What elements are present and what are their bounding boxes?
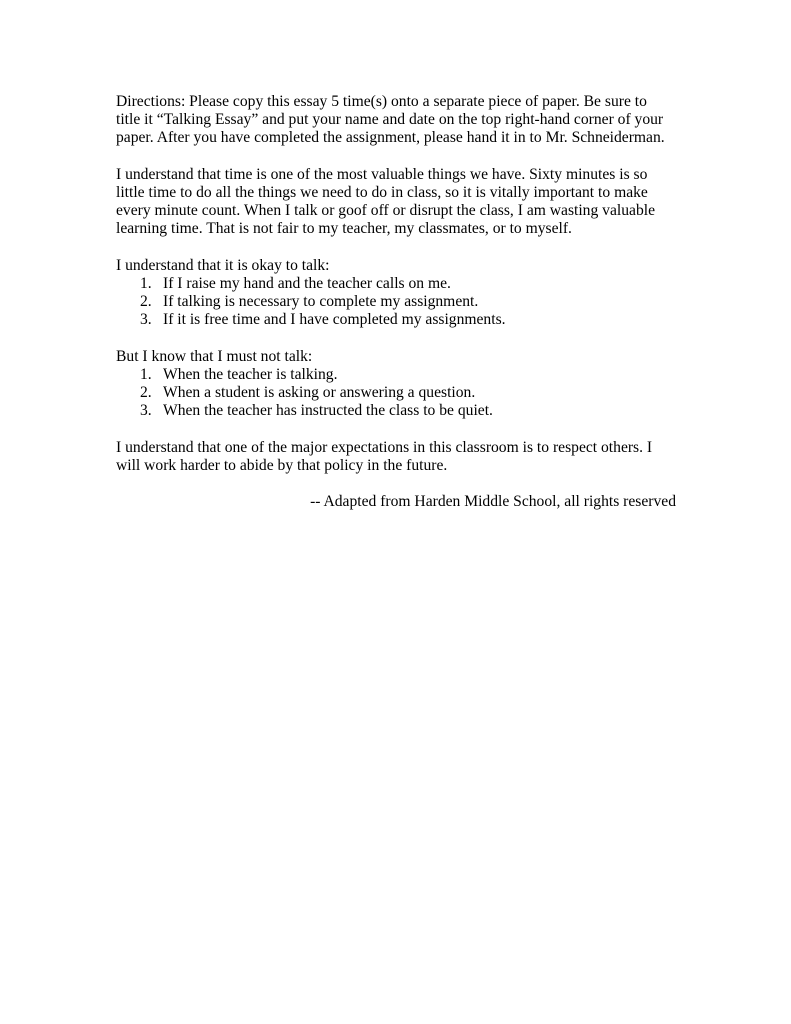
list-item-text: If I raise my hand and the teacher calls on me. [163,275,451,292]
list-item-text: When the teacher is talking. [163,366,338,383]
document-page [116,93,676,527]
list-item-number: 1. [140,366,152,383]
directions-line: title it “Talking Essay” and put your name and date on the top right-hand corner of your [116,111,664,129]
list-item [116,311,676,329]
directions-paragraph [116,93,676,148]
must-not-talk-heading: But I know that I must not talk: [116,347,313,365]
intro-paragraph [116,166,676,239]
list-item-number: 3. [140,402,152,420]
okay-to-talk-heading: I understand that it is okay to talk: [116,256,330,274]
attribution: -- Adapted from Harden Middle School, all rights reserved [310,493,676,511]
list-item-text: If talking is necessary to complete my assignment. [163,293,479,311]
conclusion-line: I understand that one of the major expectations in this classroom is to respect others. I [116,438,653,456]
list-item [116,275,676,293]
directions-line: Directions: Please copy this essay 5 time(s) onto a separate piece of paper. Be sure to [116,93,647,110]
list-item-number: 1. [140,275,152,292]
list-item [116,366,676,384]
must-not-talk-list [116,366,676,421]
intro-line: learning time. That is not fair to my teacher, my classmates, or to myself. [116,220,572,238]
list-item [116,402,676,420]
list-item [116,384,676,402]
conclusion-paragraph [116,439,676,475]
intro-line: little time to do all the things we need to do in class, so it is vitally important to make [116,184,648,201]
list-item-number: 2. [140,384,152,402]
list-item-number: 3. [140,311,152,329]
list-item-text: When the teacher has instructed the class to be quiet. [163,402,493,420]
list-item-text: If it is free time and I have completed my assignments. [163,311,506,329]
intro-line: I understand that time is one of the most valuable things we have. Sixty minutes is so [116,165,648,183]
intro-line: every minute count. When I talk or goof off or disrupt the class, I am wasting valuable [116,202,655,220]
directions-line: paper. After you have completed the assignment, please hand it in to Mr. Schneiderman. [116,129,665,147]
conclusion-line: will work harder to abide by that policy in the future. [116,457,448,474]
list-item-text: When a student is asking or answering a question. [163,384,476,402]
list-item-number: 2. [140,293,152,311]
okay-to-talk-list [116,275,676,330]
list-item [116,293,676,311]
